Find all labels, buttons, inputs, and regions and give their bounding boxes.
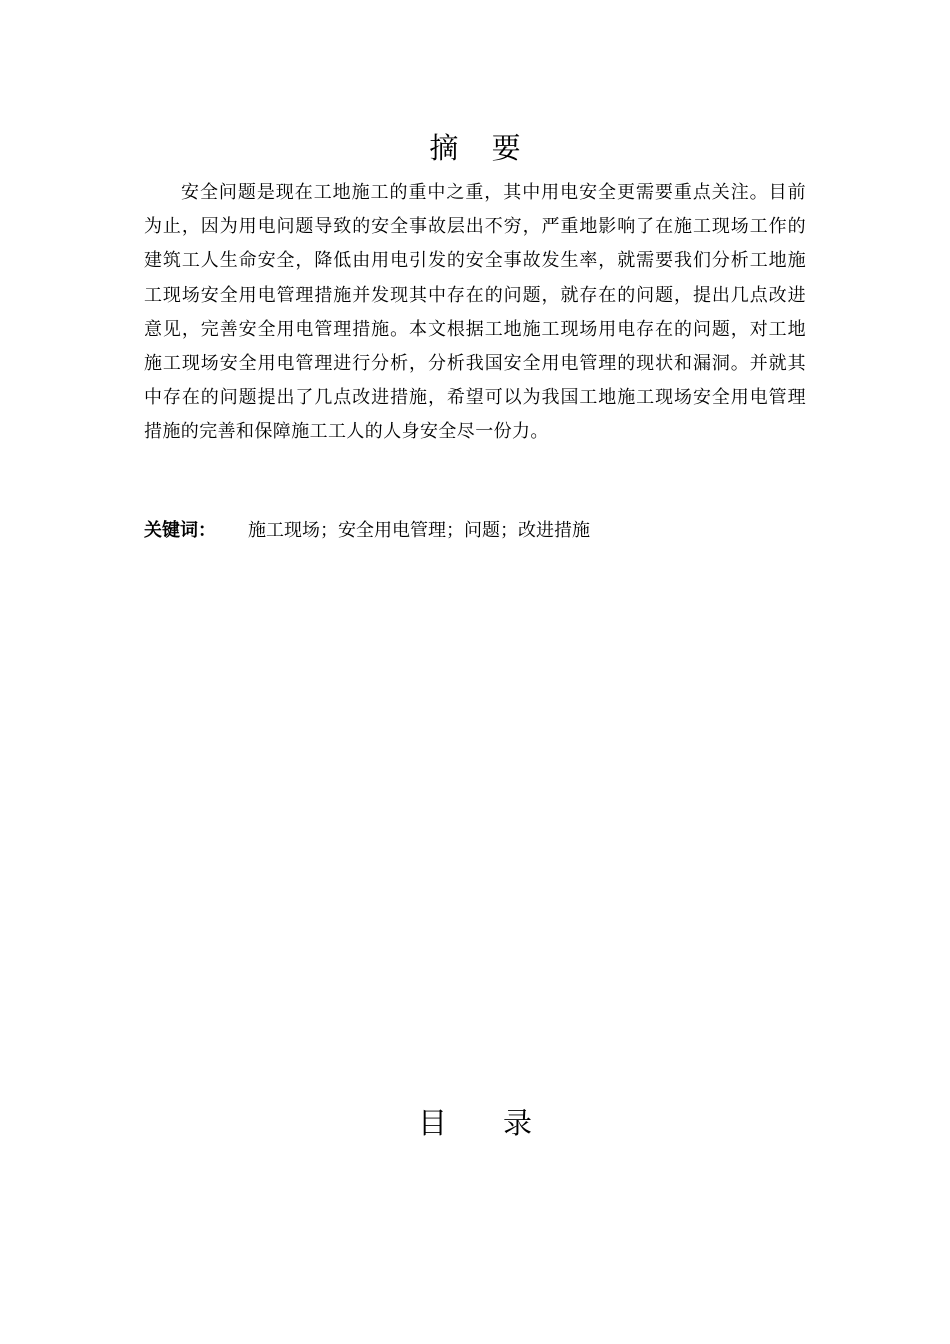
abstract-title: 摘 要 — [429, 131, 533, 165]
keywords-label: 关键词： — [144, 520, 216, 541]
abstract-body: 安全问题是现在工地施工的重中之重，其中用电安全更需要重点关注。目前为止，因为用电问题导致的安全事故层出不穷，严重地影响了在施工现场工作的建筑工人生命安全，降低由用电引发的安全事故发生率，就需要我们分析工地施工现场安全用电管理措施并发现其中存在的问题，就存在的问题，提出几点改进意见，完善安全用电管理措施。本文根据工地施工现场用电存在的问题，对工地施工现场安全用电管理进行分析，分析我国安全用电管理的现状和漏洞。并就其中存在的问题提出了几点改进措施，希望可以为我国工地施工现场安全用电管理措施的完善和保障施工工人的人身安全尽一份力。 — [144, 182, 806, 443]
toc-title — [0, 1100, 950, 1146]
toc-title-part1: 目 — [417, 1106, 447, 1140]
toc-title-part2: 录 — [503, 1106, 533, 1140]
keywords-line — [144, 514, 806, 548]
keywords-value: 施工现场；安全用电管理；问题；改进措施 — [248, 520, 590, 541]
